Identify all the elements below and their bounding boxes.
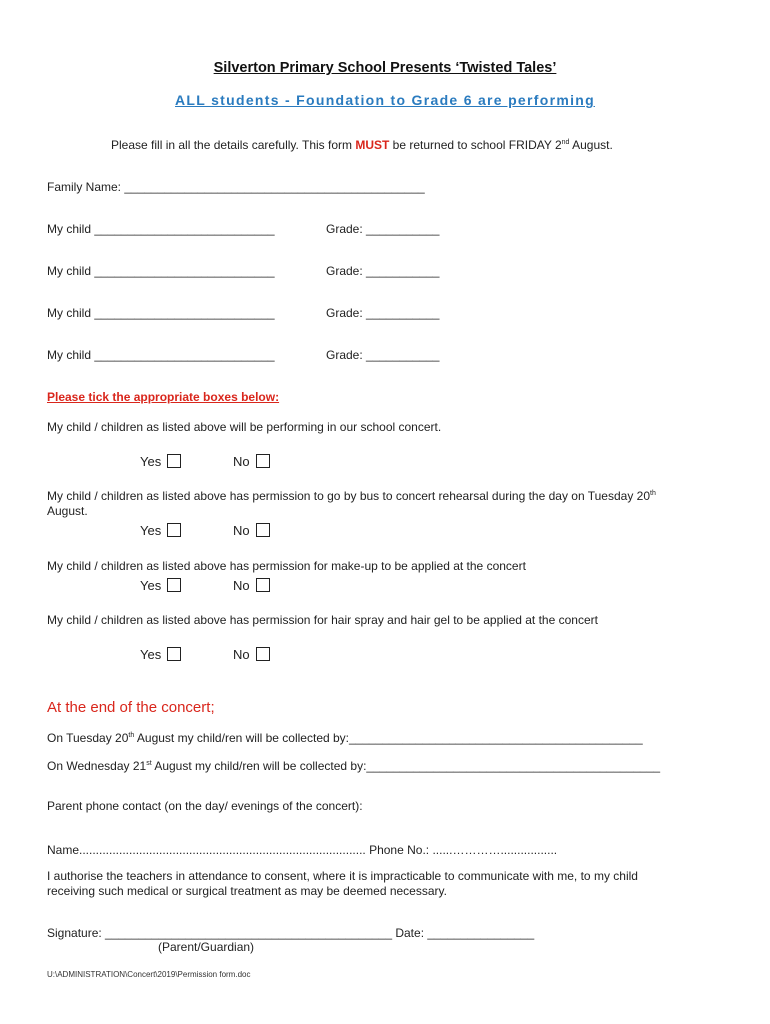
question-1: My child / children as listed above will be performing in our school concert. [47,420,442,434]
signature-date-field[interactable]: Signature: ___________________________________________ Date: ________________ [47,926,535,940]
yes-label: Yes [140,454,162,469]
q1-yes-checkbox[interactable] [167,454,181,468]
q3-no-checkbox[interactable] [256,578,270,592]
no-label: No [233,647,250,662]
q2-no-option [233,523,270,538]
q2-yes-option [140,523,181,538]
form-subtitle: ALL students - Foundation to Grade 6 are performing [175,92,595,108]
collect-tuesday-after: August my child/ren will be collected by:____________________________________________ [134,731,643,745]
child-field-3[interactable]: My child ___________________________ [47,306,275,320]
end-of-concert-heading: At the end of the concert; [47,699,215,716]
instruction-end: August. [569,138,613,152]
form-title: Silverton Primary School Presents ‘Twisted Tales’ [213,60,557,76]
question-4: My child / children as listed above has permission for hair spray and hair gel to be applied at the concert [47,613,598,627]
grade-field-1[interactable]: Grade: ___________ [326,222,440,236]
grade-field-4[interactable]: Grade: ___________ [326,348,440,362]
guardian-label: (Parent/Guardian) [158,940,255,954]
consent-text-line1: I authorise the teachers in attendance to consent, where it is impracticable to communicate with me, to my child [47,869,638,883]
collect-tuesday-field[interactable] [47,731,643,745]
collect-tuesday-sup: th [128,732,135,739]
grade-field-3[interactable]: Grade: ___________ [326,306,440,320]
yes-label: Yes [140,647,162,662]
q4-yes-option [140,647,181,662]
footer-file-path: U:\ADMINISTRATION\Concert\2019\Permission form.doc [47,970,251,979]
no-label: No [233,578,250,593]
instruction-before: Please fill in all the details carefully. This form [111,138,356,152]
q1-no-option [233,454,270,469]
collect-wednesday-field[interactable] [47,759,660,773]
q1-no-checkbox[interactable] [256,454,270,468]
question-2-sup: th [650,490,656,497]
q4-no-option [233,647,270,662]
child-field-1[interactable]: My child ___________________________ [47,222,275,236]
no-label: No [233,454,250,469]
instruction-after: be returned to school FRIDAY 2 [389,138,562,152]
yes-label: Yes [140,523,162,538]
instruction-sup: nd [561,139,570,146]
grade-field-2[interactable]: Grade: ___________ [326,264,440,278]
phone-contact-label: Parent phone contact (on the day/ evenings of the concert): [47,799,363,813]
consent-text-line2: receiving such medical or surgical treatment as may be deemed necessary. [47,884,447,898]
q3-no-option [233,578,270,593]
q2-yes-checkbox[interactable] [167,523,181,537]
must-emphasis: MUST [355,138,390,152]
instruction-text [111,138,613,152]
collect-wednesday-sup: st [146,760,152,767]
no-label: No [233,523,250,538]
collect-tuesday-before: On Tuesday 20 [47,731,129,745]
q4-yes-checkbox[interactable] [167,647,181,661]
question-2-line2: August. [47,504,88,518]
tick-heading: Please tick the appropriate boxes below: [47,390,280,404]
question-2 [47,489,656,503]
family-name-field[interactable]: Family Name: _____________________________________________ [47,180,425,194]
child-field-2[interactable]: My child ___________________________ [47,264,275,278]
q3-yes-option [140,578,181,593]
collect-wednesday-after: August my child/ren will be collected by:____________________________________________ [151,759,661,773]
yes-label: Yes [140,578,162,593]
collect-wednesday-before: On Wednesday 21 [47,759,147,773]
q1-yes-option [140,454,181,469]
question-2-line1: My child / children as listed above has permission to go by bus to concert rehearsal during the day on Tuesday 20 [47,489,651,503]
q4-no-checkbox[interactable] [256,647,270,661]
q3-yes-checkbox[interactable] [167,578,181,592]
q2-no-checkbox[interactable] [256,523,270,537]
child-field-4[interactable]: My child ___________________________ [47,348,275,362]
name-phone-field[interactable]: Name...................................................................................... Phone No.: ......…………................. [47,843,558,857]
question-3: My child / children as listed above has permission for make-up to be applied at the concert [47,559,526,573]
